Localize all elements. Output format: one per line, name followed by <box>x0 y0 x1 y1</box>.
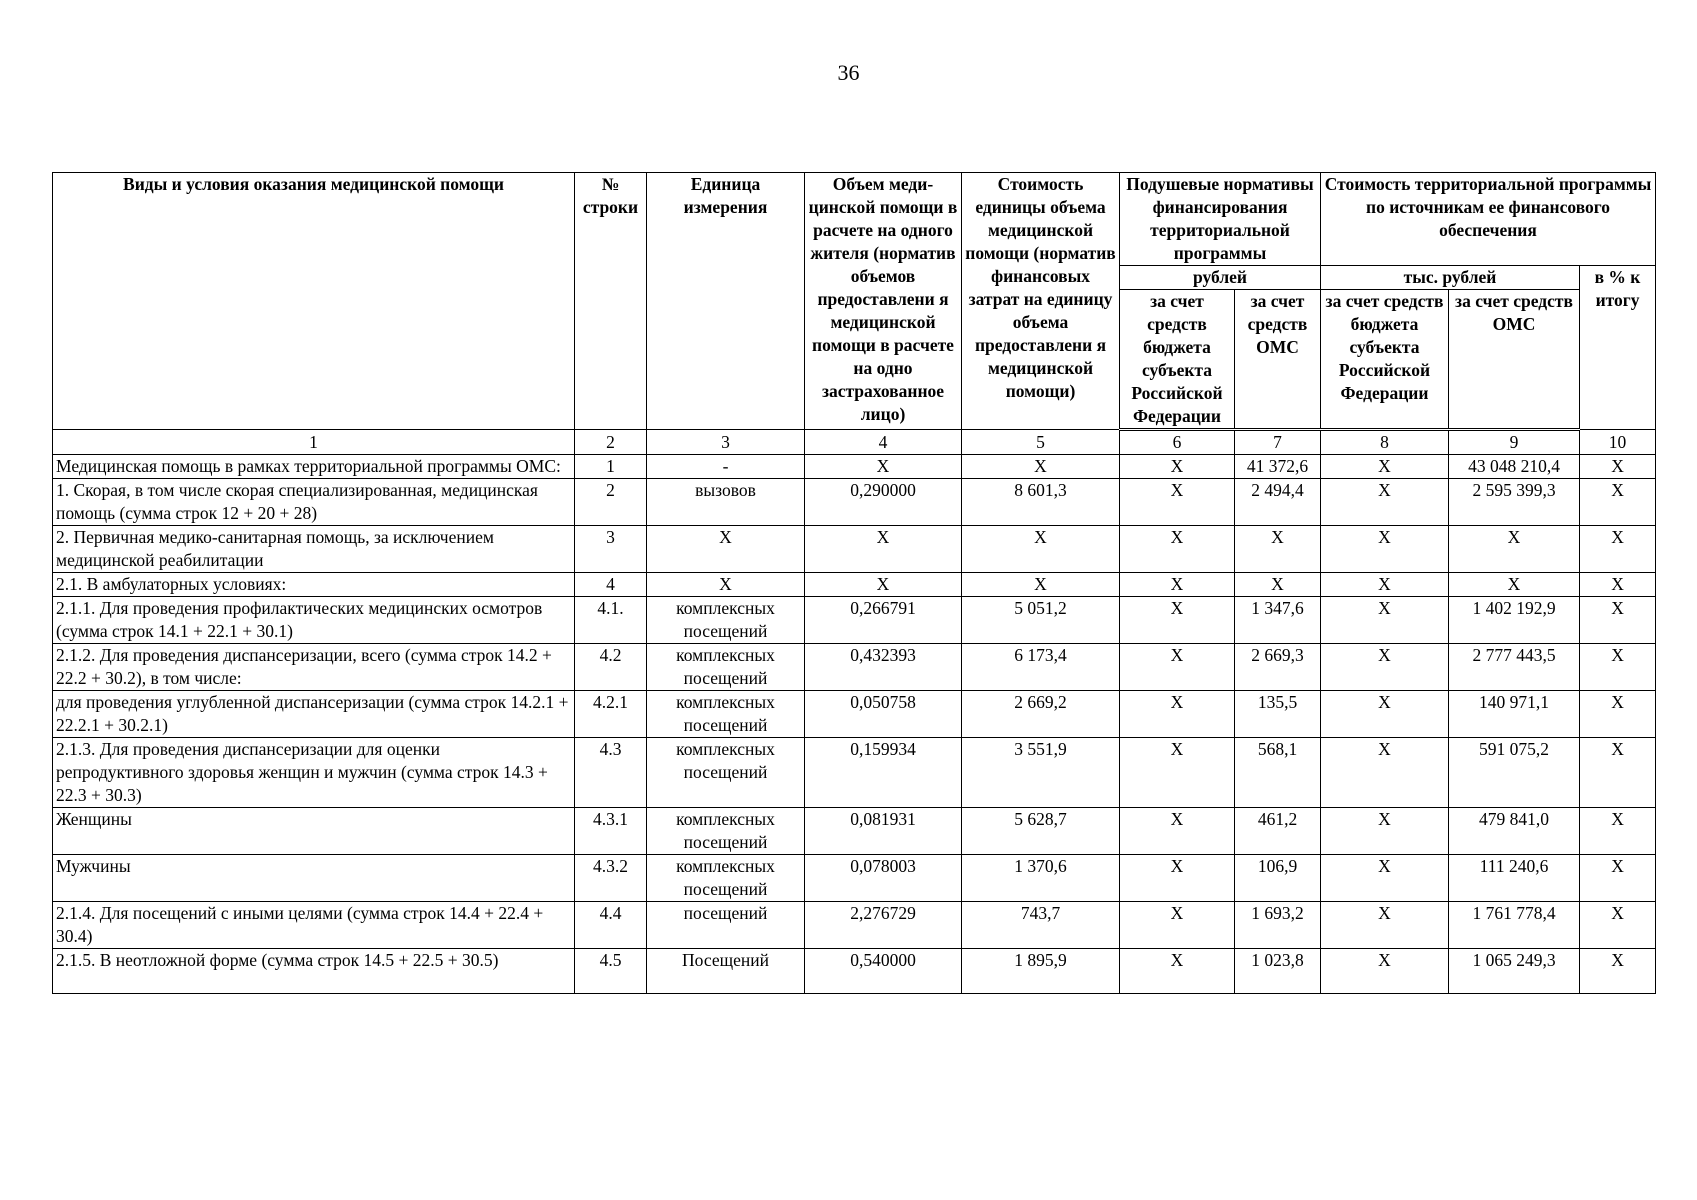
column-number: 10 <box>1580 430 1656 455</box>
unit-cost-cell: 8 601,3 <box>962 479 1120 526</box>
care-type-cell: 2.1.1. Для проведения профилактических медицинских осмотров (сумма строк 14.1 + 22.1 + 30.1) <box>53 597 575 644</box>
per-capita-budget-cell: X <box>1120 479 1235 526</box>
territorial-program-table <box>52 172 1656 994</box>
header-unit: Единица измерения <box>647 173 805 430</box>
column-number: 8 <box>1321 430 1449 455</box>
unit-cost-cell: 743,7 <box>962 902 1120 949</box>
per-capita-oms-cell: 568,1 <box>1235 738 1321 808</box>
per-capita-budget-cell: X <box>1120 526 1235 573</box>
row-number-cell: 4.3.2 <box>575 855 647 902</box>
header-col6-regional-budget: за счет средств бюджета субъекта Российской Федерации <box>1120 290 1235 430</box>
column-number: 2 <box>575 430 647 455</box>
care-type-cell: 2.1.2. Для проведения диспансеризации, всего (сумма строк 14.2 + 22.2 + 30.2), в том числе: <box>53 644 575 691</box>
per-capita-oms-cell: 41 372,6 <box>1235 455 1321 479</box>
percent-cell: X <box>1580 808 1656 855</box>
cost-budget-cell: X <box>1321 455 1449 479</box>
header-program-cost: Стоимость территориальной программы по источникам ее финансового обеспечения <box>1321 173 1656 266</box>
per-capita-oms-cell: X <box>1235 526 1321 573</box>
unit-cell: Посещений <box>647 949 805 994</box>
volume-cell: X <box>805 526 962 573</box>
volume-cell: 0,432393 <box>805 644 962 691</box>
table-row <box>53 855 1656 902</box>
unit-cost-cell: 5 628,7 <box>962 808 1120 855</box>
unit-cost-cell: 3 551,9 <box>962 738 1120 808</box>
per-capita-oms-cell: 2 669,3 <box>1235 644 1321 691</box>
column-number: 5 <box>962 430 1120 455</box>
cost-oms-cell: 111 240,6 <box>1449 855 1580 902</box>
table-row <box>53 691 1656 738</box>
unit-cell: X <box>647 526 805 573</box>
header-unit-cost: Стоимость единицы объема медицинской помощи (норматив финансовых затрат на единицу объема предоставлени я медицинской помощи) <box>962 173 1120 430</box>
row-number-cell: 1 <box>575 455 647 479</box>
unit-cell: X <box>647 573 805 597</box>
care-type-cell: 2.1.5. В неотложной форме (сумма строк 14.5 + 22.5 + 30.5) <box>53 949 575 994</box>
header-col8-regional-budget: за счет средств бюджета субъекта Российской Федерации <box>1321 290 1449 430</box>
cost-oms-cell: 140 971,1 <box>1449 691 1580 738</box>
column-number: 4 <box>805 430 962 455</box>
cost-oms-cell: 1 065 249,3 <box>1449 949 1580 994</box>
cost-budget-cell: X <box>1321 644 1449 691</box>
per-capita-budget-cell: X <box>1120 808 1235 855</box>
percent-cell: X <box>1580 902 1656 949</box>
table-row <box>53 573 1656 597</box>
header-row-number: № строки <box>575 173 647 430</box>
unit-cell: комплексных посещений <box>647 808 805 855</box>
table-row <box>53 455 1656 479</box>
table-row <box>53 644 1656 691</box>
per-capita-oms-cell: 1 347,6 <box>1235 597 1321 644</box>
row-number-cell: 4.2.1 <box>575 691 647 738</box>
care-type-cell: 1. Скорая, в том числе скорая специализированная, медицинская помощь (сумма строк 12 + 20 + 28) <box>53 479 575 526</box>
table-body <box>53 430 1656 994</box>
volume-cell: 0,078003 <box>805 855 962 902</box>
column-number: 1 <box>53 430 575 455</box>
volume-cell: 0,266791 <box>805 597 962 644</box>
care-type-cell: 2.1.4. Для посещений с иными целями (сумма строк 14.4 + 22.4 + 30.4) <box>53 902 575 949</box>
table-row <box>53 949 1656 994</box>
percent-cell: X <box>1580 573 1656 597</box>
row-number-cell: 4.2 <box>575 644 647 691</box>
cost-oms-cell: 2 777 443,5 <box>1449 644 1580 691</box>
header-per-capita-norms: Подушевые нормативы финансирования территориальной программы <box>1120 173 1321 266</box>
column-number: 3 <box>647 430 805 455</box>
header-kinds-of-care: Виды и условия оказания медицинской помощи <box>53 173 575 430</box>
column-number: 9 <box>1449 430 1580 455</box>
row-number-cell: 4.3 <box>575 738 647 808</box>
percent-cell: X <box>1580 597 1656 644</box>
cost-oms-cell: 43 048 210,4 <box>1449 455 1580 479</box>
unit-cell: комплексных посещений <box>647 855 805 902</box>
cost-budget-cell: X <box>1321 597 1449 644</box>
care-type-cell: Мужчины <box>53 855 575 902</box>
unit-cell: вызовов <box>647 479 805 526</box>
cost-budget-cell: X <box>1321 573 1449 597</box>
table-row <box>53 738 1656 808</box>
percent-cell: X <box>1580 691 1656 738</box>
unit-cell: посещений <box>647 902 805 949</box>
volume-cell: 0,290000 <box>805 479 962 526</box>
percent-cell: X <box>1580 644 1656 691</box>
unit-cost-cell: 5 051,2 <box>962 597 1120 644</box>
unit-cost-cell: 1 370,6 <box>962 855 1120 902</box>
cost-oms-cell: 1 402 192,9 <box>1449 597 1580 644</box>
care-type-cell: 2. Первичная медико-санитарная помощь, за исключением медицинской реабилитации <box>53 526 575 573</box>
percent-cell: X <box>1580 455 1656 479</box>
cost-budget-cell: X <box>1321 691 1449 738</box>
cost-oms-cell: 2 595 399,3 <box>1449 479 1580 526</box>
table-row <box>53 808 1656 855</box>
cost-oms-cell: 479 841,0 <box>1449 808 1580 855</box>
page-number: 36 <box>837 60 860 85</box>
row-number-cell: 4.3.1 <box>575 808 647 855</box>
cost-oms-cell: 591 075,2 <box>1449 738 1580 808</box>
volume-cell: 0,081931 <box>805 808 962 855</box>
column-number: 6 <box>1120 430 1235 455</box>
unit-cell: - <box>647 455 805 479</box>
table-row <box>53 902 1656 949</box>
per-capita-budget-cell: X <box>1120 949 1235 994</box>
row-number-cell: 3 <box>575 526 647 573</box>
column-number-row <box>53 430 1656 455</box>
per-capita-budget-cell: X <box>1120 902 1235 949</box>
percent-cell: X <box>1580 738 1656 808</box>
volume-cell: X <box>805 455 962 479</box>
table-header <box>53 173 1656 430</box>
volume-cell: 2,276729 <box>805 902 962 949</box>
percent-cell: X <box>1580 479 1656 526</box>
volume-cell: X <box>805 573 962 597</box>
care-type-cell: Женщины <box>53 808 575 855</box>
percent-cell: X <box>1580 526 1656 573</box>
unit-cost-cell: 2 669,2 <box>962 691 1120 738</box>
cost-budget-cell: X <box>1321 738 1449 808</box>
header-percent-of-total: в % к итогу <box>1580 266 1656 430</box>
per-capita-budget-cell: X <box>1120 855 1235 902</box>
cost-budget-cell: X <box>1321 808 1449 855</box>
per-capita-oms-cell: 135,5 <box>1235 691 1321 738</box>
cost-budget-cell: X <box>1321 902 1449 949</box>
header-col7-oms: за счет средств ОМС <box>1235 290 1321 430</box>
unit-cell: комплексных посещений <box>647 644 805 691</box>
per-capita-budget-cell: X <box>1120 738 1235 808</box>
header-rubles: рублей <box>1120 266 1321 290</box>
table-row <box>53 526 1656 573</box>
cost-budget-cell: X <box>1321 526 1449 573</box>
care-type-cell: Медицинская помощь в рамках территориальной программы ОМС: <box>53 455 575 479</box>
percent-cell: X <box>1580 949 1656 994</box>
per-capita-oms-cell: 1 693,2 <box>1235 902 1321 949</box>
volume-cell: 0,540000 <box>805 949 962 994</box>
cost-budget-cell: X <box>1321 479 1449 526</box>
per-capita-budget-cell: X <box>1120 573 1235 597</box>
care-type-cell: 2.1.3. Для проведения диспансеризации для оценки репродуктивного здоровья женщин и мужчин (сумма строк 14.3 + 22.3 + 30.3) <box>53 738 575 808</box>
cost-oms-cell: X <box>1449 526 1580 573</box>
row-number-cell: 4.5 <box>575 949 647 994</box>
cost-oms-cell: X <box>1449 573 1580 597</box>
header-thousand-rubles: тыс. рублей <box>1321 266 1580 290</box>
unit-cost-cell: 1 895,9 <box>962 949 1120 994</box>
unit-cell: комплексных посещений <box>647 597 805 644</box>
header-col9-oms: за счет средств ОМС <box>1449 290 1580 430</box>
row-number-cell: 4.1. <box>575 597 647 644</box>
unit-cell: комплексных посещений <box>647 691 805 738</box>
per-capita-budget-cell: X <box>1120 644 1235 691</box>
unit-cell: комплексных посещений <box>647 738 805 808</box>
row-number-cell: 4 <box>575 573 647 597</box>
table-row <box>53 479 1656 526</box>
unit-cost-cell: X <box>962 526 1120 573</box>
care-type-cell: для проведения углубленной диспансеризации (сумма строк 14.2.1 + 22.2.1 + 30.2.1) <box>53 691 575 738</box>
cost-budget-cell: X <box>1321 949 1449 994</box>
per-capita-oms-cell: X <box>1235 573 1321 597</box>
per-capita-budget-cell: X <box>1120 691 1235 738</box>
row-number-cell: 2 <box>575 479 647 526</box>
cost-budget-cell: X <box>1321 855 1449 902</box>
per-capita-oms-cell: 2 494,4 <box>1235 479 1321 526</box>
per-capita-budget-cell: X <box>1120 455 1235 479</box>
row-number-cell: 4.4 <box>575 902 647 949</box>
per-capita-oms-cell: 461,2 <box>1235 808 1321 855</box>
header-volume: Объем меди-цинской помощи в расчете на одного жителя (норматив объемов предоставлени я медицинской помощи в расчете на одно застрахованное лицо) <box>805 173 962 430</box>
table-row <box>53 597 1656 644</box>
per-capita-oms-cell: 106,9 <box>1235 855 1321 902</box>
unit-cost-cell: X <box>962 455 1120 479</box>
percent-cell: X <box>1580 855 1656 902</box>
volume-cell: 0,050758 <box>805 691 962 738</box>
unit-cost-cell: 6 173,4 <box>962 644 1120 691</box>
care-type-cell: 2.1. В амбулаторных условиях: <box>53 573 575 597</box>
cost-oms-cell: 1 761 778,4 <box>1449 902 1580 949</box>
unit-cost-cell: X <box>962 573 1120 597</box>
volume-cell: 0,159934 <box>805 738 962 808</box>
per-capita-budget-cell: X <box>1120 597 1235 644</box>
per-capita-oms-cell: 1 023,8 <box>1235 949 1321 994</box>
column-number: 7 <box>1235 430 1321 455</box>
